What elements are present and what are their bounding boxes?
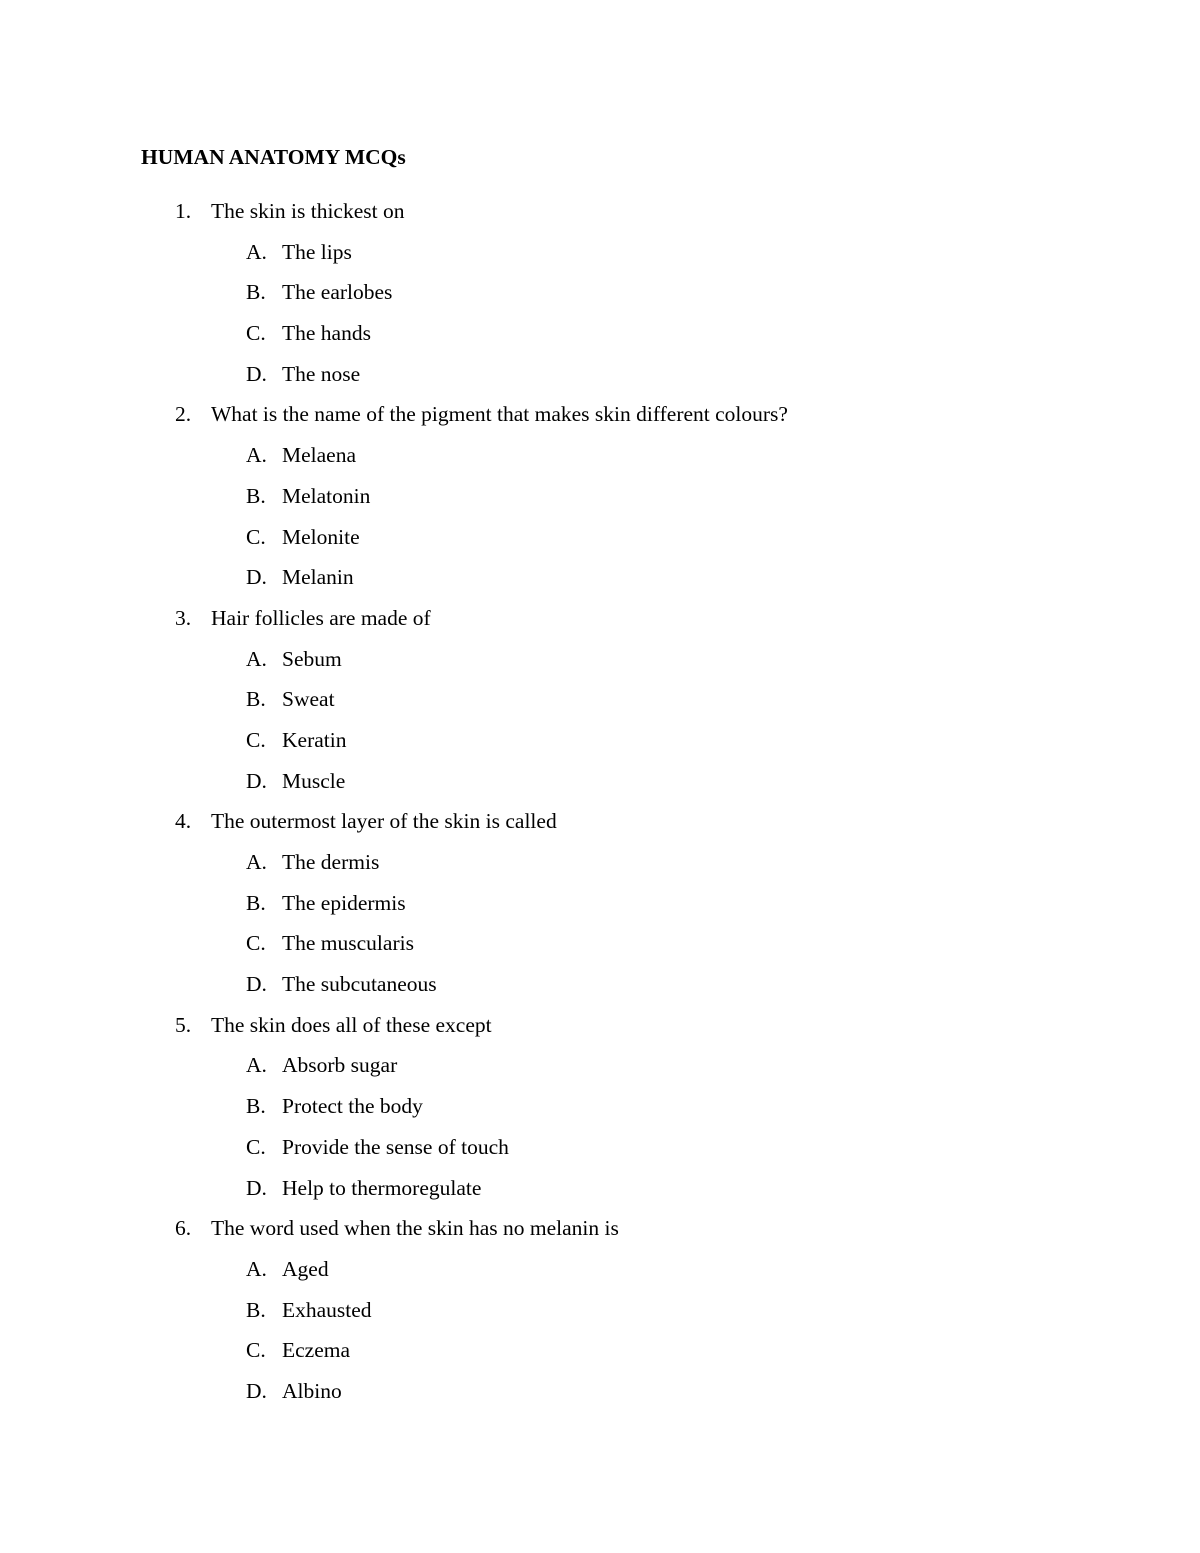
option-letter: B. — [246, 687, 266, 712]
option-text: The hands — [282, 321, 371, 346]
question-text: What is the name of the pigment that makes skin different colours? — [211, 402, 788, 427]
document-title: HUMAN ANATOMY MCQs — [141, 145, 406, 169]
option-text: Keratin — [282, 727, 347, 752]
question-number: 4. — [175, 809, 192, 834]
option-letter: D. — [246, 1175, 267, 1200]
question-number: 3. — [175, 605, 192, 630]
option-b — [0, 1295, 1200, 1336]
option-text: Protect the body — [282, 1094, 423, 1119]
question-6 — [0, 1213, 1200, 1416]
option-text: Absorb sugar — [282, 1053, 398, 1078]
option-letter: B. — [246, 1297, 266, 1322]
option-text: The dermis — [282, 850, 380, 874]
option-text: Melonite — [282, 524, 360, 549]
option-d — [0, 969, 1200, 1010]
question-5 — [0, 1010, 1200, 1213]
option-text: Eczema — [282, 1338, 351, 1363]
option-d — [0, 1376, 1200, 1417]
option-d — [0, 359, 1200, 400]
option-letter: B. — [246, 280, 266, 305]
option-c — [0, 318, 1200, 359]
option-d — [0, 562, 1200, 603]
option-text: The subcutaneous — [282, 972, 437, 997]
option-letter: A. — [246, 1256, 267, 1281]
question-list — [0, 196, 1200, 1417]
option-letter: C. — [246, 727, 266, 752]
option-text: Albino — [282, 1378, 342, 1403]
option-c — [0, 928, 1200, 969]
option-a — [0, 237, 1200, 278]
option-c — [0, 725, 1200, 766]
option-letter: D. — [246, 565, 267, 590]
option-b — [0, 481, 1200, 522]
question-number: 5. — [175, 1012, 192, 1037]
question-3 — [0, 603, 1200, 806]
option-letter: C. — [246, 1338, 266, 1363]
option-text: Muscle — [282, 768, 346, 793]
question-text: The skin is thickest on — [211, 199, 405, 223]
question-line — [0, 1010, 1200, 1051]
question-line — [0, 806, 1200, 847]
option-letter: A. — [246, 239, 267, 264]
question-line — [0, 1213, 1200, 1254]
option-b — [0, 1091, 1200, 1132]
option-text: Melatonin — [282, 483, 371, 508]
question-text: The outermost layer of the skin is called — [211, 809, 557, 834]
question-1 — [0, 196, 1200, 399]
option-letter: D. — [246, 972, 267, 997]
question-number: 2. — [175, 402, 192, 427]
question-text: Hair follicles are made of — [211, 605, 431, 630]
option-letter: C. — [246, 524, 266, 549]
option-c — [0, 1335, 1200, 1376]
question-text: The word used when the skin has no melanin is — [211, 1216, 619, 1241]
option-text: The earlobes — [282, 280, 393, 305]
option-a — [0, 847, 1200, 888]
option-letter: D. — [246, 1378, 267, 1403]
option-text: Aged — [282, 1256, 329, 1281]
option-a — [0, 1254, 1200, 1295]
option-text: Help to thermoregulate — [282, 1175, 482, 1200]
option-b — [0, 888, 1200, 929]
option-letter: A. — [246, 646, 267, 671]
option-letter: D. — [246, 361, 267, 386]
option-letter: A. — [246, 850, 267, 874]
option-text: Exhausted — [282, 1297, 372, 1322]
option-d — [0, 766, 1200, 807]
option-letter: C. — [246, 1134, 266, 1159]
option-letter: B. — [246, 890, 266, 915]
option-text: The epidermis — [282, 890, 406, 915]
question-number: 6. — [175, 1216, 192, 1241]
option-b — [0, 684, 1200, 725]
option-letter: C. — [246, 931, 266, 956]
option-c — [0, 522, 1200, 563]
option-text: Melaena — [282, 443, 357, 468]
question-4 — [0, 806, 1200, 1009]
option-a — [0, 644, 1200, 685]
option-b — [0, 277, 1200, 318]
option-letter: C. — [246, 321, 266, 346]
option-text: The lips — [282, 239, 352, 264]
option-text: Sebum — [282, 646, 342, 671]
option-d — [0, 1173, 1200, 1214]
question-line — [0, 399, 1200, 440]
option-text: The muscularis — [282, 931, 414, 956]
option-a — [0, 1050, 1200, 1091]
option-letter: A. — [246, 443, 267, 468]
option-a — [0, 440, 1200, 481]
question-2 — [0, 399, 1200, 602]
question-text: The skin does all of these except — [211, 1012, 492, 1037]
option-text: Sweat — [282, 687, 335, 712]
option-letter: B. — [246, 1094, 266, 1119]
option-text: The nose — [282, 361, 361, 386]
question-number: 1. — [175, 199, 192, 223]
option-text: Provide the sense of touch — [282, 1134, 509, 1159]
option-c — [0, 1132, 1200, 1173]
option-letter: B. — [246, 483, 266, 508]
question-line — [0, 196, 1200, 237]
option-text: Melanin — [282, 565, 354, 590]
question-line — [0, 603, 1200, 644]
option-letter: D. — [246, 768, 267, 793]
option-letter: A. — [246, 1053, 267, 1078]
